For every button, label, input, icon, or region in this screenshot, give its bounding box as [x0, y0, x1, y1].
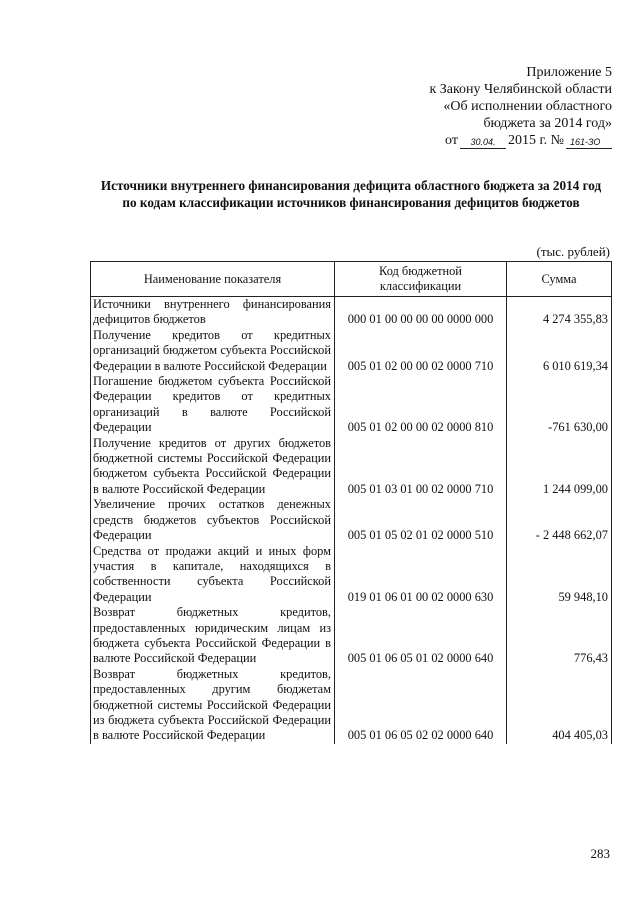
header-sum: Сумма [507, 262, 612, 297]
table-row [91, 297, 612, 328]
table-row [91, 436, 612, 498]
table-header-row [91, 262, 612, 297]
law-number: 161-ЗО [566, 136, 612, 149]
row-code: 005 01 02 00 00 02 0000 710 [335, 328, 507, 374]
row-name: Источники внутреннего финансирования дефицитов бюджетов [91, 297, 335, 328]
row-sum: - 2 448 662,07 [507, 497, 612, 543]
law-date: 30.04. [460, 136, 506, 149]
row-code: 005 01 05 02 01 02 0000 510 [335, 497, 507, 543]
header-name: Наименование показателя [91, 262, 335, 297]
row-sum: 59 948,10 [507, 544, 612, 606]
appendix-line-3: «Об исполнении областного [443, 99, 612, 114]
table-row [91, 667, 612, 744]
header-code: Код бюджетной классификации [335, 262, 507, 297]
units-label: (тыс. рублей) [536, 244, 610, 259]
row-name: Возврат бюджетных кредитов, предоставленных другим бюджетам бюджетной системы Российской Федерации из бюджета субъекта Российской Федерации в валюте Российской Федерации [91, 667, 335, 744]
row-name: Средства от продажи акций и иных форм участия в капитале, находящихся в собственности субъекта Российской Федерации [91, 544, 335, 606]
law-reference [392, 132, 612, 149]
page-number: 283 [590, 846, 610, 861]
table-row [91, 328, 612, 374]
table-row [91, 374, 612, 436]
row-code: 005 01 03 01 00 02 0000 710 [335, 436, 507, 498]
row-name: Возврат бюджетных кредитов, предоставленных юридическим лицам из бюджета субъекта Российской Федерации в валюте Российской Федерации [91, 605, 335, 667]
table-row [91, 497, 612, 543]
row-sum: 404 405,03 [507, 667, 612, 744]
sources-table [90, 261, 612, 744]
row-sum: 1 244 099,00 [507, 436, 612, 498]
row-sum: -761 630,00 [507, 374, 612, 436]
from-label: от [445, 133, 458, 148]
year-text: 2015 г. № [507, 133, 564, 148]
table-row [91, 605, 612, 667]
appendix-line-1: Приложение 5 [526, 65, 612, 80]
appendix-line-4: бюджета за 2014 год» [483, 116, 612, 131]
row-code: 019 01 06 01 00 02 0000 630 [335, 544, 507, 606]
appendix-header [392, 64, 612, 149]
row-code: 005 01 06 05 01 02 0000 640 [335, 605, 507, 667]
row-code: 000 01 00 00 00 00 0000 000 [335, 297, 507, 328]
row-sum: 4 274 355,83 [507, 297, 612, 328]
row-name: Увеличение прочих остатков денежных средств бюджетов субъектов Российской Федерации [91, 497, 335, 543]
row-sum: 776,43 [507, 605, 612, 667]
row-sum: 6 010 619,34 [507, 328, 612, 374]
row-name: Погашение бюджетом субъекта Российской Федерации кредитов от кредитных организаций в валюте Российской Федерации [91, 374, 335, 436]
row-code: 005 01 02 00 00 02 0000 810 [335, 374, 507, 436]
table-row [91, 544, 612, 606]
appendix-line-2: к Закону Челябинской области [429, 82, 612, 97]
row-name: Получение кредитов от других бюджетов бюджетной системы Российской Федерации бюджетом субъекта Российской Федерации в валюте Российской Федерации [91, 436, 335, 498]
row-name: Получение кредитов от кредитных организаций бюджетом субъекта Российской Федерации в валюте Российской Федерации [91, 328, 335, 374]
page-title: Источники внутреннего финансирования дефицита областного бюджета за 2014 год по кодам классификации источников финансирования дефицитов бюджетов [100, 178, 602, 210]
row-code: 005 01 06 05 02 02 0000 640 [335, 667, 507, 744]
